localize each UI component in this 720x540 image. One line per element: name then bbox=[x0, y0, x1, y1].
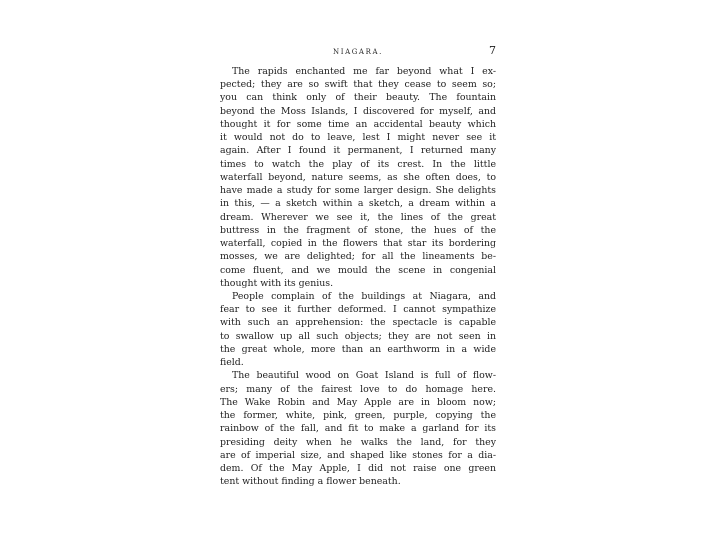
page-number: 7 bbox=[489, 44, 496, 57]
page-header bbox=[218, 42, 497, 62]
text-line: pected; they are so swift that they cease to seem so; bbox=[220, 79, 496, 91]
text-line: the great whole, more than an earthworm in a wide bbox=[220, 343, 496, 355]
text-line: to swallow up all such objects; they are not seen in bbox=[220, 330, 496, 342]
text-line: are of imperial size, and shaped like stones for a dia- bbox=[220, 449, 496, 461]
paragraph-rapids bbox=[220, 65, 496, 290]
text-line: People complain of the buildings at Niagara, and bbox=[232, 290, 496, 302]
text-line: times to watch the play of its crest. In the little bbox=[220, 158, 496, 170]
text-line: you can think only of their beauty. The fountain bbox=[220, 92, 496, 104]
body-text bbox=[220, 65, 496, 489]
text-line: in this, — a sketch within a sketch, a dream within a bbox=[220, 198, 496, 210]
text-line: beyond the Moss Islands, I discovered for myself, and bbox=[220, 105, 496, 117]
text-line: field. bbox=[220, 357, 244, 369]
text-line: waterfall beyond, nature seems, as she often does, to bbox=[220, 171, 496, 183]
text-line: have made a study for some larger design. She delights bbox=[220, 185, 496, 197]
text-line: dem. Of the May Apple, I did not raise one green bbox=[220, 463, 496, 475]
text-line: buttress in the fragment of stone, the hues of the bbox=[220, 224, 496, 236]
text-line: come fluent, and we mould the scene in congenial bbox=[220, 264, 496, 276]
text-line: The Wake Robin and May Apple are in bloom now; bbox=[220, 396, 496, 408]
paragraph-goat-island bbox=[220, 369, 496, 488]
paragraph-buildings bbox=[220, 290, 496, 369]
text-line: rainbow of the fall, and fit to make a garland for its bbox=[220, 423, 496, 435]
text-line: The beautiful wood on Goat Island is full of flow- bbox=[232, 370, 496, 382]
text-line: mosses, we are delighted; for all the lineaments be- bbox=[220, 251, 496, 263]
text-line: tent without finding a flower beneath. bbox=[220, 476, 401, 488]
running-title: NIAGARA. bbox=[333, 48, 383, 56]
text-line: waterfall, copied in the flowers that star its bordering bbox=[220, 238, 496, 250]
text-line: presiding deity when he walks the land, for they bbox=[220, 436, 496, 448]
text-line: thought with its genius. bbox=[220, 277, 334, 289]
text-line: fear to see it further deformed. I cannot sympathize bbox=[220, 304, 496, 316]
text-line: again. After I found it permanent, I returned many bbox=[220, 145, 496, 157]
text-line: ers; many of the fairest love to do homage here. bbox=[220, 383, 496, 395]
text-line: with such an apprehension: the spectacle is capable bbox=[220, 317, 496, 329]
text-line: thought it for some time an accidental beauty which bbox=[220, 118, 496, 130]
text-line: The rapids enchanted me far beyond what I ex- bbox=[232, 66, 496, 77]
text-line: dream. Wherever we see it, the lines of the great bbox=[220, 211, 496, 223]
text-line: the former, white, pink, green, purple, copying the bbox=[220, 410, 496, 422]
text-line: it would not do to leave, lest I might never see it bbox=[220, 132, 496, 144]
